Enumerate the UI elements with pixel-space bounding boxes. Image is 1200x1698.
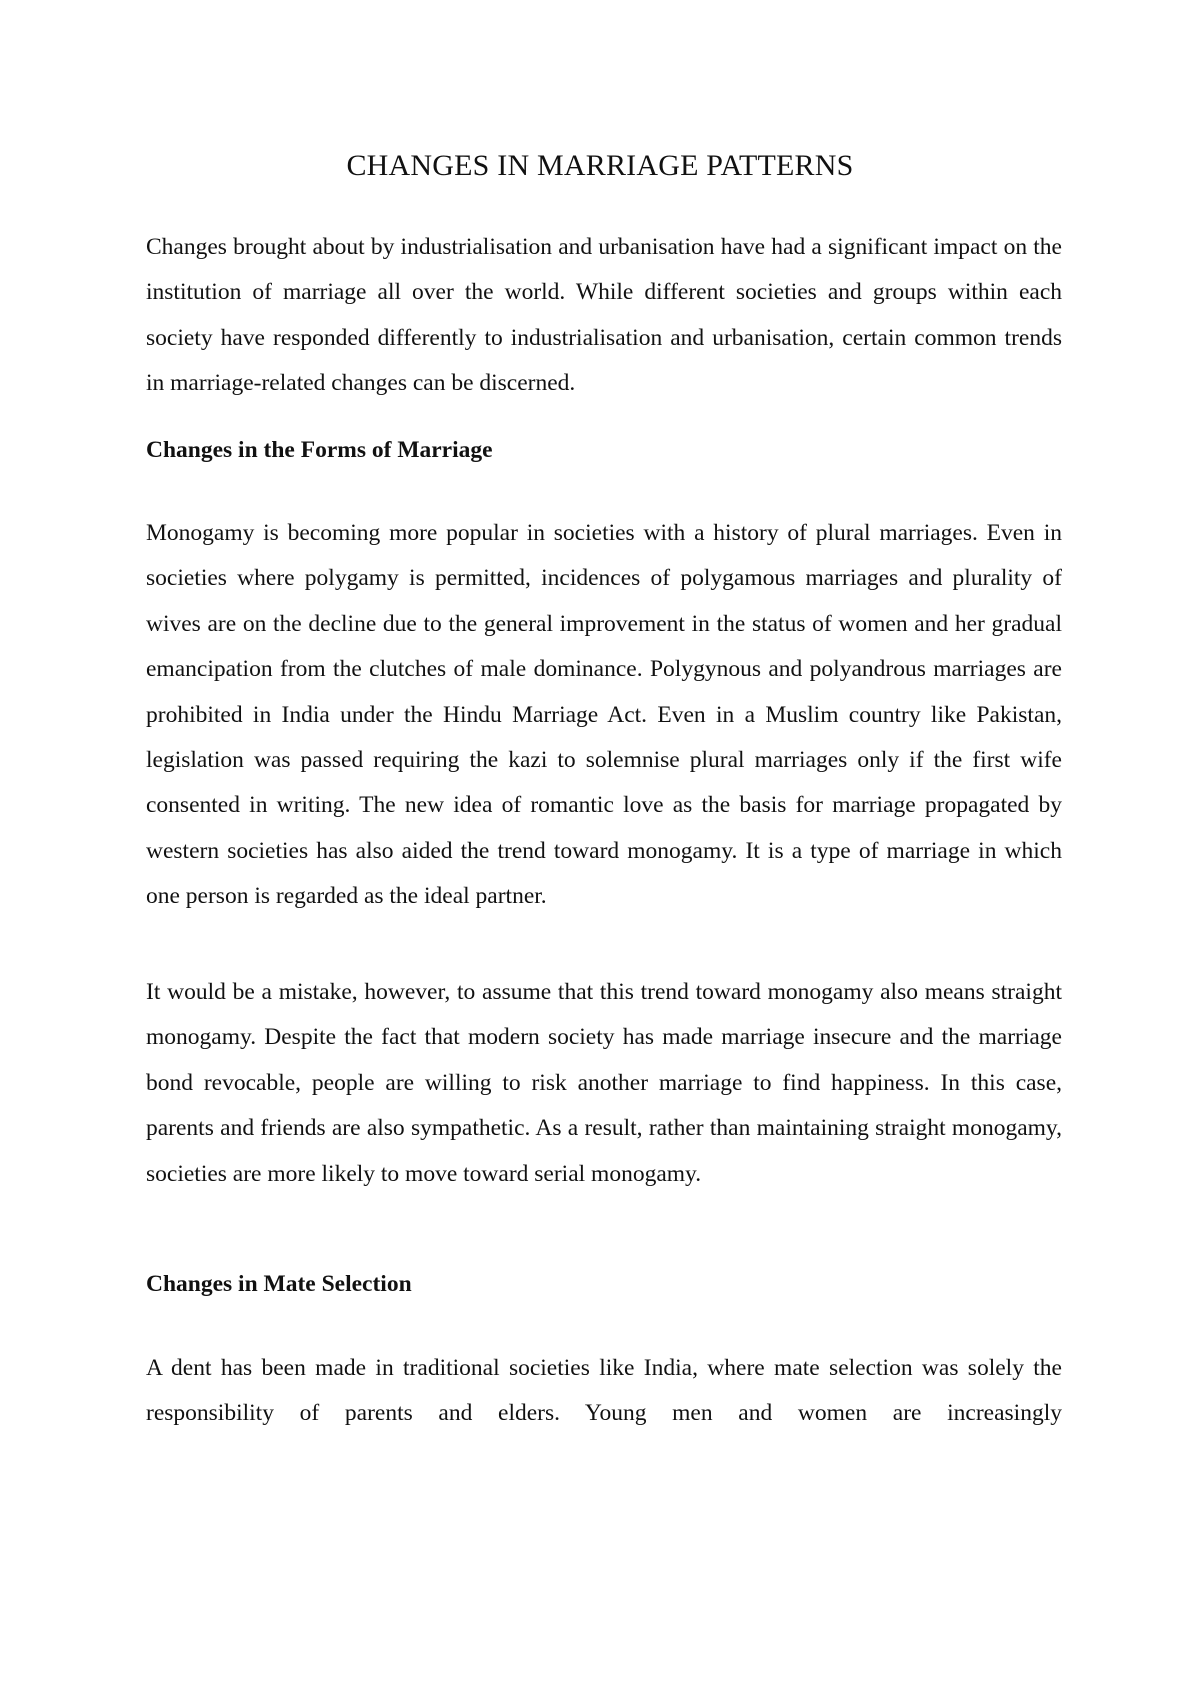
mate-paragraph-1: A dent has been made in traditional societies like India, where mate selection was solely the responsibility of parents and elders. Young men and women are increasingly	[146, 1355, 1062, 1427]
intro-paragraph: Changes brought about by industrialisation and urbanisation have had a significant impact on the institution of marriage all over the world. While different societies and groups within each society have responded differently to industrialisation and urbanisation, certain common trends in marriage-related changes can be discerned.	[146, 234, 1062, 397]
section-heading-forms: Changes in the Forms of Marriage	[146, 437, 493, 463]
forms-paragraph-2: It would be a mistake, however, to assume that this trend toward monogamy also means straight monogamy. Despite the fact that modern society has made marriage insecure and the marriage bond revocable, people are willing to risk another marriage to find happiness. In this case, parents and friends are also sympathetic. As a result, rather than maintaining straight monogamy, societies are more likely to move toward serial monogamy.	[146, 979, 1062, 1187]
document-title: CHANGES IN MARRIAGE PATTERNS	[346, 149, 854, 182]
section-heading-mate: Changes in Mate Selection	[146, 1271, 412, 1297]
forms-paragraph-1: Monogamy is becoming more popular in societies with a history of plural marriages. Even in societies where polygamy is permitted, incidences of polygamous marriages and plurality of wives are on the decline due to the general improvement in the status of women and her gradual emancipation from the clutches of male dominance. Polygynous and polyandrous marriages are prohibited in India under the Hindu Marriage Act. Even in a Muslim country like Pakistan, legislation was passed requiring the kazi to solemnise plural marriages only if the first wife consented in writing. The new idea of romantic love as the basis for marriage propagated by western societies has also aided the trend toward monogamy. It is a type of marriage in which one person is regarded as the ideal partner.	[146, 520, 1062, 910]
